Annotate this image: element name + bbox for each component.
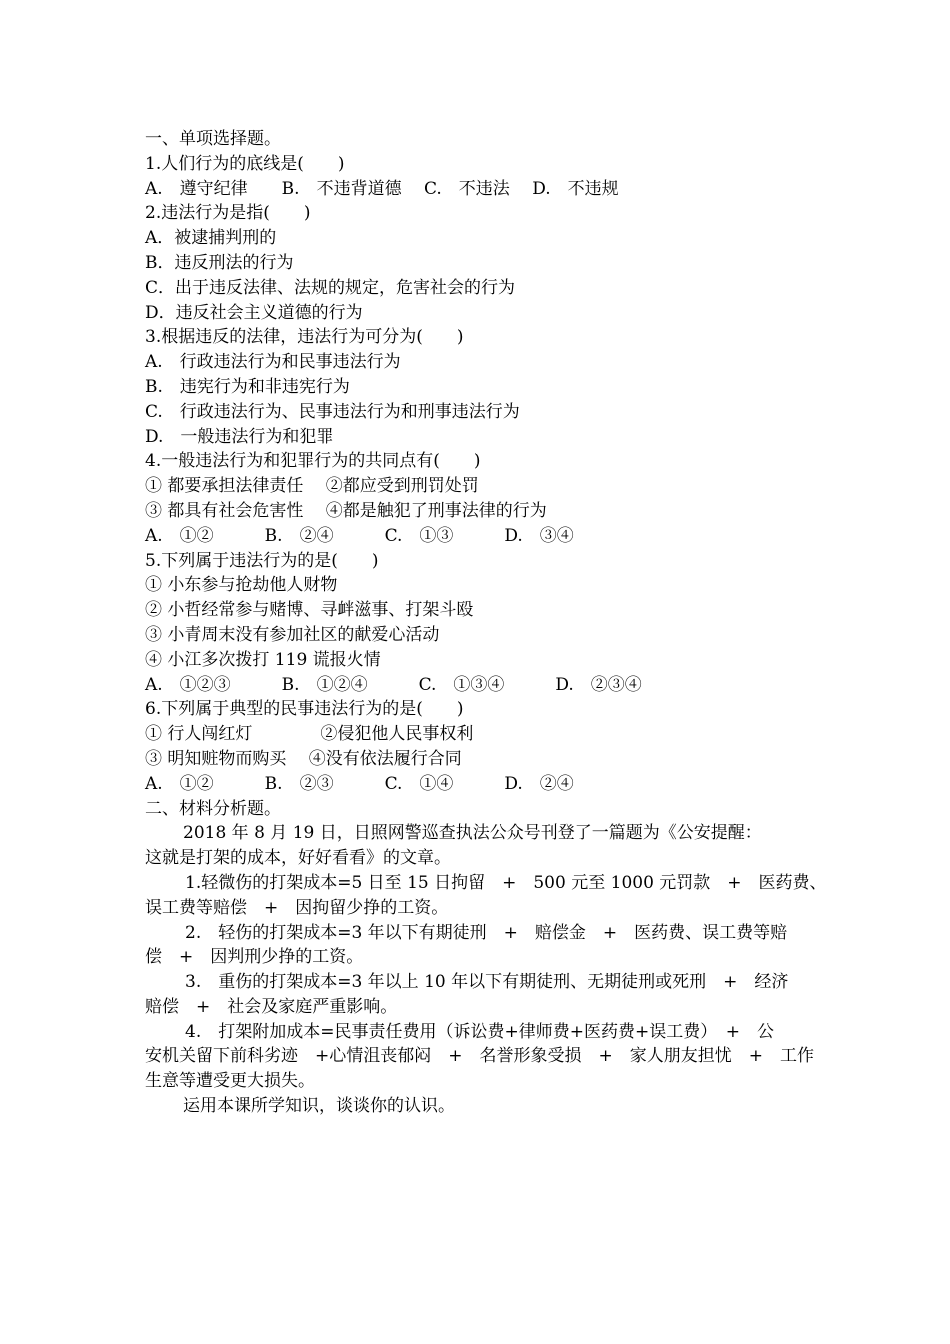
question-3	[145, 325, 807, 449]
material-intro	[145, 821, 807, 871]
material-line: 4. 打架附加成本=民事责任费用（诉讼费+律师费+医药费+误工费） + 公	[185, 1021, 774, 1042]
question-options: A. ①② B. ②③ C. ①④ D. ②④	[145, 773, 574, 794]
option-d: D. 一般违法行为和犯罪	[145, 426, 334, 447]
statement-line: ③ 都具有社会危害性 ④都是触犯了刑事法律的行为	[145, 500, 547, 521]
material-line: 这就是打架的成本，好好看看》的文章。	[145, 848, 451, 869]
question-4	[145, 449, 807, 548]
material-item-4	[145, 1020, 814, 1094]
question-options: A. ①② B. ②④ C. ①③ D. ③④	[145, 525, 574, 546]
material-line: 1.轻微伤的打架成本=5 日至 15 日拘留 + 500 元至 1000 元罚款 + 医药费、	[185, 872, 827, 893]
section-title-material: 二、材料分析题。	[145, 798, 281, 819]
option-a: A. 行政违法行为和民事违法行为	[145, 352, 401, 373]
exam-content	[145, 127, 827, 1119]
statement-line: ① 行人闯红灯 ②侵犯他人民事权利	[145, 724, 474, 745]
question-stem: 2.违法行为是指( )	[145, 203, 311, 224]
option-b: B．违反刑法的行为	[145, 252, 294, 273]
question-1	[145, 152, 807, 202]
material-prompt: 运用本课所学知识，谈谈你的认识。	[183, 1096, 455, 1117]
question-options: A. ①②③ B. ①②④ C. ①③④ D. ②③④	[145, 674, 642, 695]
question-stem: 4.一般违法行为和犯罪行为的共同点有( )	[145, 451, 481, 472]
material-line: 赔偿 + 社会及家庭严重影响。	[145, 996, 398, 1017]
statement-line: ① 都要承担法律责任 ②都应受到刑罚处罚	[145, 476, 479, 497]
material-line: 生意等遭受更大损失。	[145, 1071, 315, 1092]
option-c: C. 行政违法行为、民事违法行为和刑事违法行为	[145, 401, 520, 422]
material-line: 2018 年 8 月 19 日，日照网警巡查执法公众号刊登了一篇题为《公安提醒：	[183, 823, 762, 844]
question-stem: 5.下列属于违法行为的是( )	[145, 550, 379, 571]
material-line: 3. 重伤的打架成本=3 年以上 10 年以下有期徒刑、无期徒刑或死刑 + 经济	[185, 972, 789, 993]
question-options: A. 遵守纪律 B. 不违背道德 C. 不违法 D. 不违规	[145, 178, 619, 199]
material-item-3	[145, 970, 807, 1020]
statement-line: ③ 明知赃物而购买 ④没有依法履行合同	[145, 748, 462, 769]
section-title-choice: 一、单项选择题。	[145, 129, 281, 149]
material-item-1	[145, 871, 827, 921]
material-line: 偿 + 因判刑少挣的工资。	[145, 947, 364, 968]
material-line: 误工费等赔偿 + 因拘留少挣的工资。	[145, 897, 449, 918]
statement-line: ① 小东参与抢劫他人财物	[145, 575, 338, 596]
question-stem: 3.根据违反的法律，违法行为可分为( )	[145, 327, 464, 348]
question-6	[145, 697, 807, 796]
material-line: 安机关留下前科劣迹 +心情沮丧郁闷 + 名誉形象受损 + 家人朋友担忧 + 工作	[145, 1046, 814, 1067]
option-d: D．违反社会主义道德的行为	[145, 302, 363, 323]
material-line: 2. 轻伤的打架成本=3 年以下有期徒刑 + 赔偿金 + 医药费、误工费等赔	[185, 922, 788, 943]
question-5	[145, 549, 807, 698]
option-a: A．被逮捕判刑的	[145, 228, 277, 249]
question-stem: 6.下列属于典型的民事违法行为的是( )	[145, 699, 464, 720]
statement-line: ③ 小青周末没有参加社区的献爱心活动	[145, 624, 440, 645]
question-2	[145, 201, 807, 325]
statement-line: ④ 小江多次拨打 119 谎报火情	[145, 649, 381, 670]
statement-line: ② 小哲经常参与赌博、寻衅滋事、打架斗殴	[145, 600, 474, 621]
option-c: C．出于违反法律、法规的规定，危害社会的行为	[145, 277, 516, 298]
question-stem: 1.人们行为的底线是( )	[145, 153, 345, 174]
option-b: B. 违宪行为和非违宪行为	[145, 376, 350, 397]
material-item-2	[145, 921, 807, 971]
